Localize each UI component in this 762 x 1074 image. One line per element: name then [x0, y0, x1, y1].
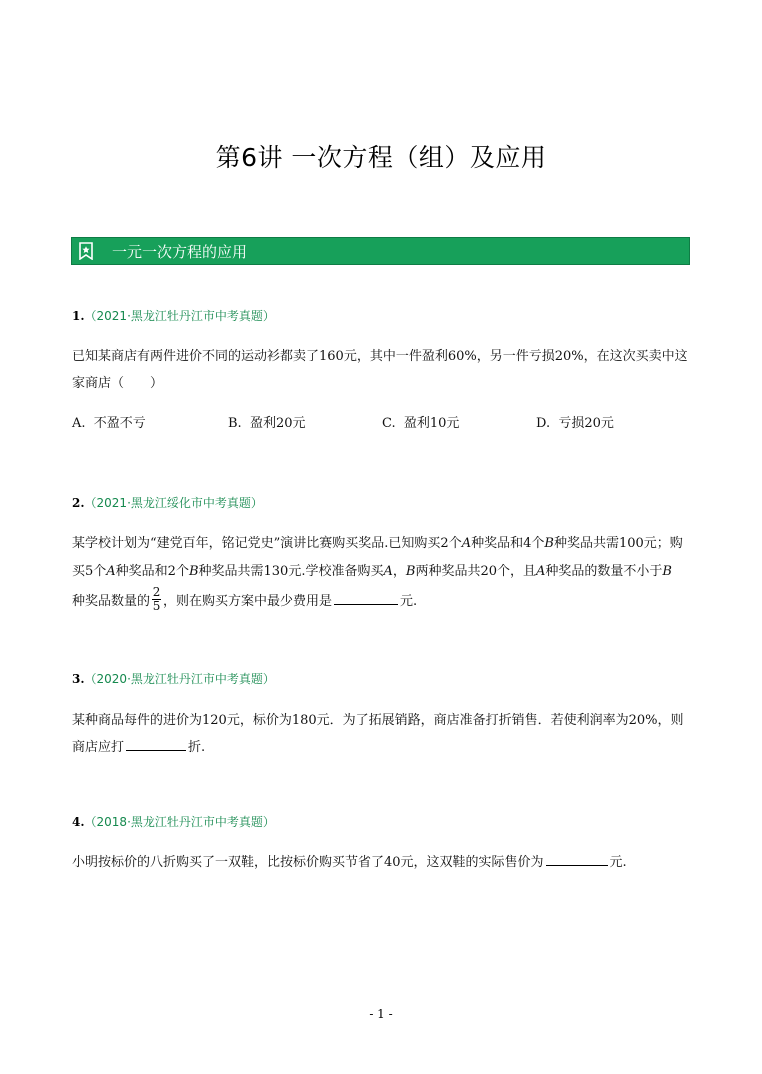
section-header — [71, 237, 690, 265]
text-span: 元. — [609, 855, 627, 870]
text-span: 折. — [188, 740, 206, 755]
fraction — [152, 586, 161, 613]
text-span: 买5个 — [72, 564, 107, 579]
text-span: 两种奖品共20个，且 — [415, 564, 536, 579]
option-key: A. — [72, 416, 86, 431]
text-span: 种奖品的数量不小于 — [545, 564, 663, 579]
question-number: 3. — [72, 672, 85, 686]
variable-b: B — [544, 536, 554, 551]
option-text: 不盈不亏 — [93, 416, 146, 431]
question-2-text-line2 — [72, 560, 672, 579]
option-key: D. — [536, 416, 551, 431]
fraction-denominator: 5 — [152, 599, 161, 613]
page-number: - 1 - — [369, 1007, 393, 1021]
question-source: （2020·黑龙江牡丹江市中考真题） — [84, 672, 275, 686]
question-2-header — [72, 494, 263, 511]
section-title: 一元一次方程的应用 — [112, 242, 248, 261]
answer-blank[interactable] — [546, 864, 608, 866]
text-span: 种奖品和2个 — [115, 564, 189, 579]
question-4-text-line1 — [72, 851, 627, 870]
question-2-text-line1 — [72, 532, 683, 551]
question-3-text-line2 — [72, 736, 205, 755]
text-span: 种奖品数量的 — [72, 594, 151, 609]
question-source: （2018·黑龙江牡丹江市中考真题） — [84, 815, 275, 829]
star-bookmark-icon — [72, 238, 100, 264]
variable-a: A — [461, 536, 472, 551]
option-text: 盈利20元 — [249, 416, 306, 431]
text-span: ， — [392, 564, 406, 579]
variable-a: A — [535, 564, 546, 579]
question-1-header — [72, 307, 275, 324]
option-text: 盈利10元 — [403, 416, 460, 431]
option-a — [72, 412, 146, 431]
question-number: 1. — [72, 309, 85, 323]
question-1-text-line1: 已知某商店有两件进价不同的运动衫都卖了160元，其中一件盈利60%，另一件亏损20%，在这次买卖中这 — [72, 349, 688, 364]
option-b — [228, 412, 306, 431]
question-source: （2021·黑龙江牡丹江市中考真题） — [84, 309, 275, 323]
question-number: 2. — [72, 496, 85, 510]
variable-a: A — [383, 564, 393, 579]
option-c — [382, 412, 459, 431]
page-title: 第6讲 一次方程（组）及应用 — [215, 143, 547, 172]
option-key: B. — [228, 416, 242, 431]
question-4-header — [72, 813, 275, 830]
variable-b: B — [662, 564, 672, 579]
question-1-text-line2: 家商店（ ） — [72, 376, 164, 391]
text-span: 种奖品共需130元.学校准备购买 — [198, 564, 384, 579]
option-key: C. — [382, 416, 396, 431]
text-span: 商店应打 — [72, 740, 125, 755]
option-d — [536, 412, 614, 431]
variable-a: A — [106, 564, 116, 579]
question-3-text-line1: 某种商品每件的进价为120元，标价为180元．为了拓展销路，商店准备打折销售．若使利润率为20%，则 — [72, 713, 684, 728]
answer-blank[interactable] — [334, 603, 398, 605]
answer-blank[interactable] — [126, 749, 186, 751]
option-text: 亏损20元 — [558, 416, 614, 431]
question-3-header — [72, 670, 275, 687]
text-span: 种奖品和4个 — [471, 536, 545, 551]
variable-b: B — [405, 564, 416, 579]
text-span: 某学校计划为“建党百年，铭记党史”演讲比赛购买奖品.已知购买2个 — [72, 536, 462, 551]
question-number: 4. — [72, 815, 85, 829]
question-source: （2021·黑龙江绥化市中考真题） — [84, 496, 263, 510]
text-span: ，则在购买方案中最少费用是 — [163, 594, 333, 609]
fraction-numerator: 2 — [152, 585, 161, 599]
text-span: 小明按标价的八折购买了一双鞋，比按标价购买节省了40元，这双鞋的实际售价为 — [72, 855, 544, 870]
text-span: 种奖品共需100元；购 — [553, 536, 683, 551]
question-2-text-line3 — [72, 585, 418, 615]
text-span: 元. — [400, 594, 418, 609]
variable-b: B — [188, 564, 199, 579]
